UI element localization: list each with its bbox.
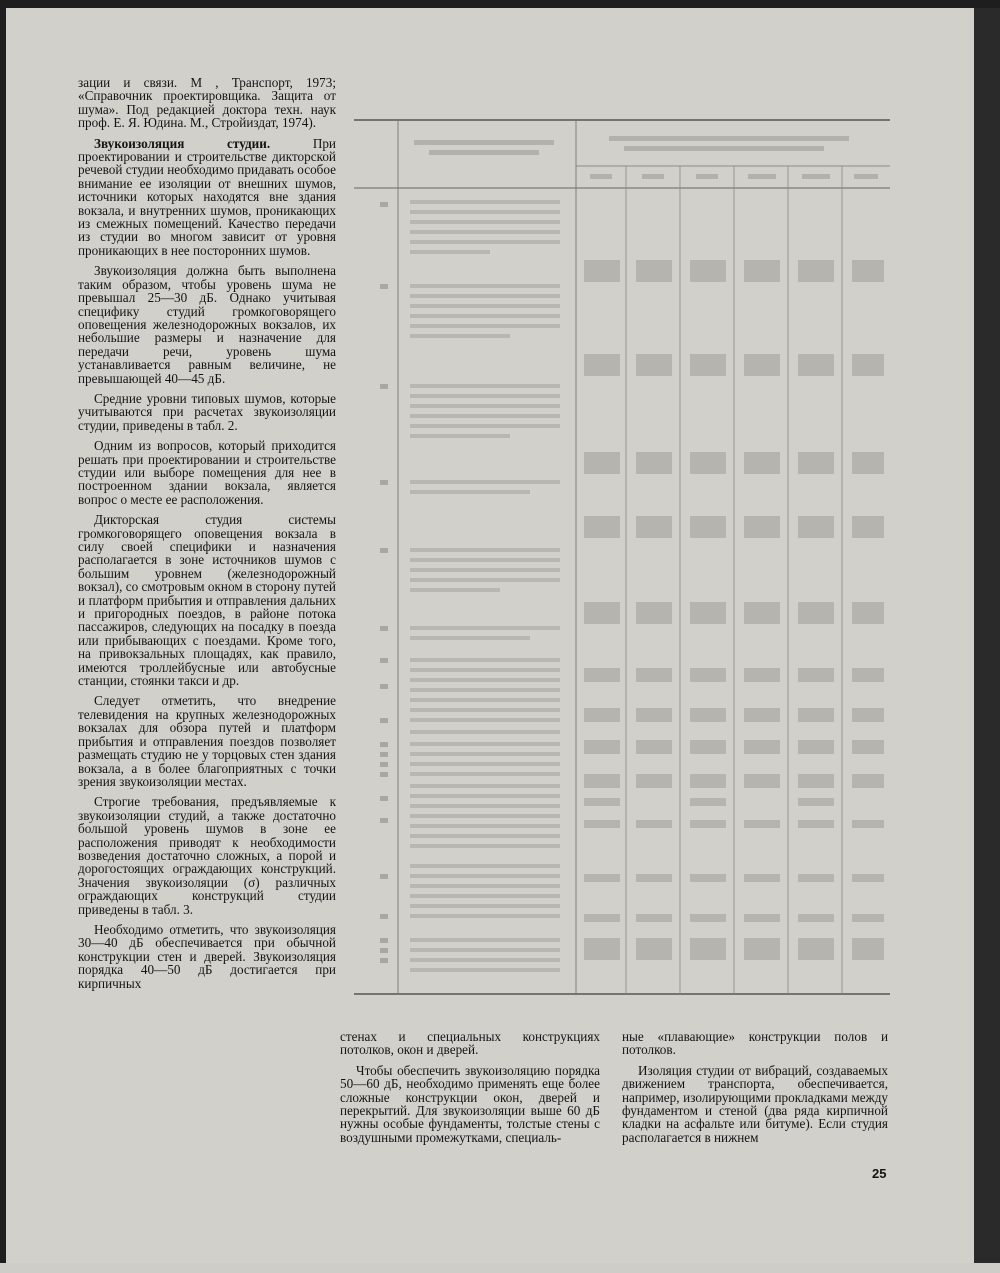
bottom-margin-strip <box>0 1263 1000 1273</box>
text-column-middle <box>340 1030 600 1151</box>
table-grid <box>354 118 890 998</box>
paragraph: Необходимо отметить, что звукоизоляция 30—40 дБ обеспечивается при обычной конструкции стен и дверей. Звукоизоляция порядка 40—50 дБ достигается при кирпичных <box>78 921 336 991</box>
section-heading: Звукоизоляция студии. <box>94 135 271 151</box>
paragraph: Одним из вопросов, который приходится решать при проектировании и строительстве студии или выборе помещения для нее в построенном здании вокзала, является вопрос о месте ее расположения. <box>78 438 336 507</box>
paragraph: Следует отметить, что внедрение телевидения на крупных железнодорожных вокзалах для обзора путей и платформ прибытия и отправления поездов позволяет размещать студию не у торцовых стен здания вокзала, а в более благоприятных с точки зрения звукоизоляции местах. <box>78 693 336 789</box>
paragraph: Средние уровни типовых шумов, которые учитываются при расчетах звукоизоляции студии, приведены в табл. 2. <box>78 390 336 433</box>
page-edge-shadow <box>974 8 1000 1273</box>
paragraph: Чтобы обеспечить звукоизоляцию порядка 50—60 дБ, необходимо применять еще более сложные конструкции окон, дверей и перекрытий. Для звукоизоляции выше 60 дБ нужны особые фундаменты, толстые стены с воздушными промежутками, специаль- <box>340 1062 600 1145</box>
paragraph: Изоляция студии от вибраций, создаваемых движением транспорта, обеспечивается, например, изолирующими прокладками между фундаментом и стеной (два ряда кирпичной кладки на асфальте или битуме). Если студия располагается в нижнем <box>622 1062 888 1145</box>
paragraph <box>78 137 336 258</box>
paragraph: Строгие требования, предъявляемые к звукоизоляции студий, а также достаточно большой уровень шумов в зоне ее расположения приводят к необходимости возведения достаточно сложных, а порой и дорогостоящих ограждающих конструкций. Значения звукоизоляции (σ) различных ограждающих конструкций студии приведены в табл. 3. <box>78 794 336 917</box>
text-column-left <box>78 76 336 997</box>
paragraph: Звукоизоляция должна быть выполнена таким образом, чтобы уровень шума не превышал 25—30 дБ. Однако учитывая специфику студий громкоговорящего оповещения железнодорожных вокзалов, их небольшие размеры и назначение для передачи речи, уровень шума устанавливается равным величине, не превышающей 40—45 дБ. <box>78 263 336 386</box>
faded-table <box>354 118 890 998</box>
text-column-right <box>622 1030 888 1151</box>
paragraph: ные «плавающие» конструкции полов и потолков. <box>622 1029 888 1058</box>
paragraph: зации и связи. М , Транспорт, 1973; «Справочник проектировщика. Защита от шума». Под редакцией доктора техн. наук проф. Е. Я. Юдина. М., Стройиздат, 1974). <box>78 75 336 131</box>
paragraph: стенах и специальных конструкциях потолков, окон и дверей. <box>340 1029 600 1058</box>
page-number: 25 <box>872 1166 887 1181</box>
paragraph: Дикторская студия системы громкоговорящего оповещения вокзала в силу своей специфики и назначения располагается в зоне источников шумов с большим уровнем (железнодорожный вокзал), со смотровым окном в сторону путей и платформ прибытия и отправления дальних и пригородных поездов, в районе потока пассажиров, следующих на посадку в поезда или прибывающих с поездами. Кроме того, на привокзальных площадях, как правило, имеются троллейбусные или автобусные станции, стоянки такси и др. <box>78 512 336 689</box>
paragraph-body: При проектировании и строительстве дикторской речевой студии необходимо придавать особое внимание ее изоляции от внешних шумов, источники которых находятся вне здания вокзала, и внутренних шумов, проникающих из смежных помещений. Качество передачи из студии во многом зависит от уровня проникающих в нее посторонних шумов. <box>78 135 336 258</box>
